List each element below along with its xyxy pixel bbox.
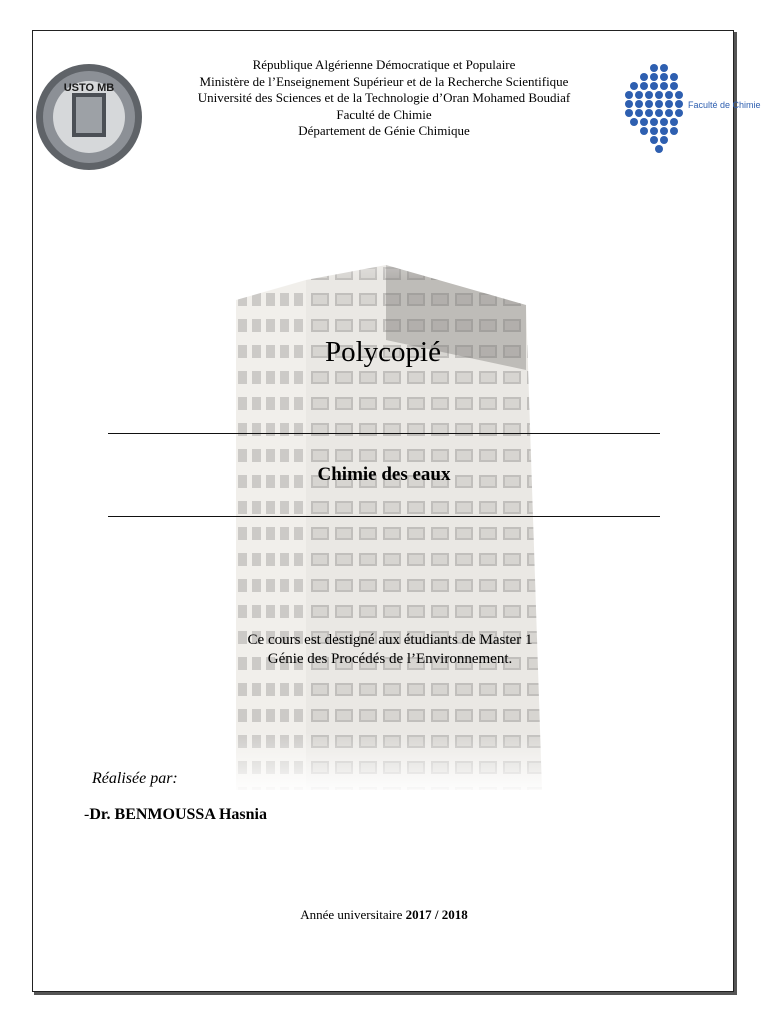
header-ministry: Ministère de l’Enseignement Supérieur et de la Recherche Scientifique: [199, 73, 569, 89]
document-subject: Chimie des eaux: [317, 464, 451, 485]
header-republic: République Algérienne Démocratique et Populaire: [252, 57, 516, 72]
header-university: Université des Sciences et de la Technologie d’Oran Mohamed Boudiaf: [197, 90, 571, 105]
author-name: [84, 806, 267, 824]
academic-year-label: Année universitaire: [300, 907, 403, 922]
header-department: Département de Génie Chimique: [298, 123, 470, 138]
author-text: Dr. BENMOUSSA Hasnia: [89, 806, 267, 823]
course-note-program: Génie des Procédés de l’Environnement.: [267, 651, 513, 667]
academic-year-value: 2017 / 2018: [405, 907, 468, 922]
page-shadow-bottom: [34, 992, 736, 995]
faculty-molecule-logo: [624, 62, 761, 154]
page-shadow-right: [734, 32, 737, 995]
title-divider-top: [108, 433, 660, 434]
author-prefix: -: [84, 806, 90, 823]
course-note: [190, 631, 590, 669]
seal-text: USTO MB: [63, 82, 115, 94]
header-faculty: Faculté de Chimie: [336, 106, 432, 122]
university-seal-logo: [34, 63, 144, 171]
title-divider-bottom: [108, 516, 660, 517]
course-note-audience: Ce cours est destigné aux étudiants de Master 1: [247, 632, 533, 648]
building-watermark-image: [236, 210, 542, 790]
document-title: Polycopié: [325, 336, 441, 368]
faculty-logo-text: Faculté de Chimie: [688, 100, 761, 110]
academic-year: [200, 907, 568, 923]
realised-by-label: Réalisée par:: [92, 770, 178, 787]
institution-header: [150, 57, 618, 140]
